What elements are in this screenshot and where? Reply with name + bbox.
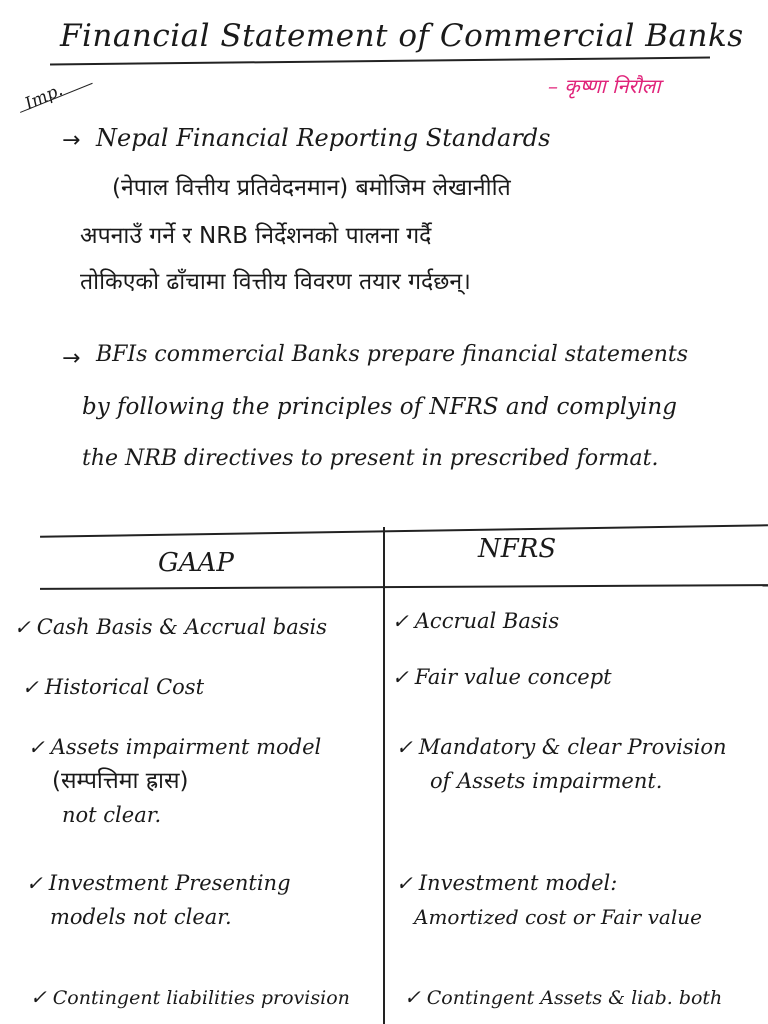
tick-icon: ✓ [392, 665, 409, 689]
point-1-line-2: (नेपाल वित्तीय प्रतिवेदनमान) बमोजिम लेखानीति [112, 175, 511, 201]
cell-text: Amortized cost or Fair value [414, 905, 702, 929]
point-2-line-3: the NRB directives to present in prescribed format. [82, 446, 659, 471]
point-1-line-1: Nepal Financial Reporting Standards [96, 124, 551, 152]
cell-text: Investment model: [418, 871, 618, 895]
table-cell-nfrs [392, 604, 559, 638]
point-1-line-4: तोकिएको ढाँचामा वित्तीय विवरण तयार गर्दछन्। [80, 269, 471, 295]
table-cell-gaap [30, 980, 350, 1015]
cell-text: Cash Basis & Accrual basis [36, 615, 327, 639]
cell-text: not clear. [62, 803, 162, 827]
table-top-rule [40, 524, 768, 537]
table-cell-gaap [22, 670, 204, 704]
table-cell-gaap [14, 610, 327, 644]
cell-text: Fair value concept [414, 665, 612, 689]
table-header-rule [40, 584, 768, 590]
cell-text: Assets impairment model [50, 735, 322, 759]
arrow-icon: → [62, 128, 81, 153]
cell-text: Contingent liabilities provision [52, 987, 350, 1009]
tick-icon: ✓ [22, 675, 39, 699]
tick-icon: ✓ [26, 871, 43, 895]
tick-icon: ✓ [396, 871, 413, 895]
cell-text: models not clear. [50, 905, 232, 929]
column-header-nfrs: NFRS [478, 534, 557, 564]
point-1-line-3: अपनाउँ गर्ने र NRB निर्देशनको पालना गर्दै [80, 223, 432, 249]
tick-icon: ✓ [396, 735, 413, 759]
cell-text: Investment Presenting [48, 871, 291, 895]
point-2-line-2: by following the principles of NFRS and complying [82, 394, 677, 420]
tick-icon: ✓ [392, 609, 409, 633]
cell-text: (सम्पत्तिमा ह्रास) [52, 768, 189, 794]
table-cell-nfrs [392, 660, 612, 694]
column-header-gaap: GAAP [158, 548, 234, 578]
author-name: – कृष्णा निरौला [548, 74, 661, 98]
cell-text: Mandatory & clear Provision [418, 735, 727, 759]
table-cell-nfrs [404, 980, 722, 1015]
tick-icon: ✓ [28, 735, 45, 759]
point-2-line-1: BFIs commercial Banks prepare financial statements [96, 342, 689, 367]
page-title: Financial Statement of Commercial Banks [60, 18, 744, 54]
table-cell-nfrs [396, 730, 727, 798]
arrow-icon: → [62, 346, 81, 371]
tick-icon: ✓ [30, 985, 47, 1009]
cell-text: Accrual Basis [414, 609, 560, 633]
tick-icon: ✓ [404, 985, 421, 1009]
cell-text: of Assets impairment. [430, 769, 663, 793]
table-cell-gaap [26, 866, 291, 934]
table-column-divider [383, 527, 385, 1024]
cell-text: Historical Cost [44, 675, 205, 699]
table-cell-gaap [28, 730, 321, 832]
tick-icon: ✓ [14, 615, 31, 639]
imp-mark: Imp. [22, 80, 66, 115]
title-underline [50, 57, 710, 66]
cell-text: Contingent Assets & liab. both [426, 987, 723, 1009]
table-cell-nfrs [396, 866, 702, 934]
